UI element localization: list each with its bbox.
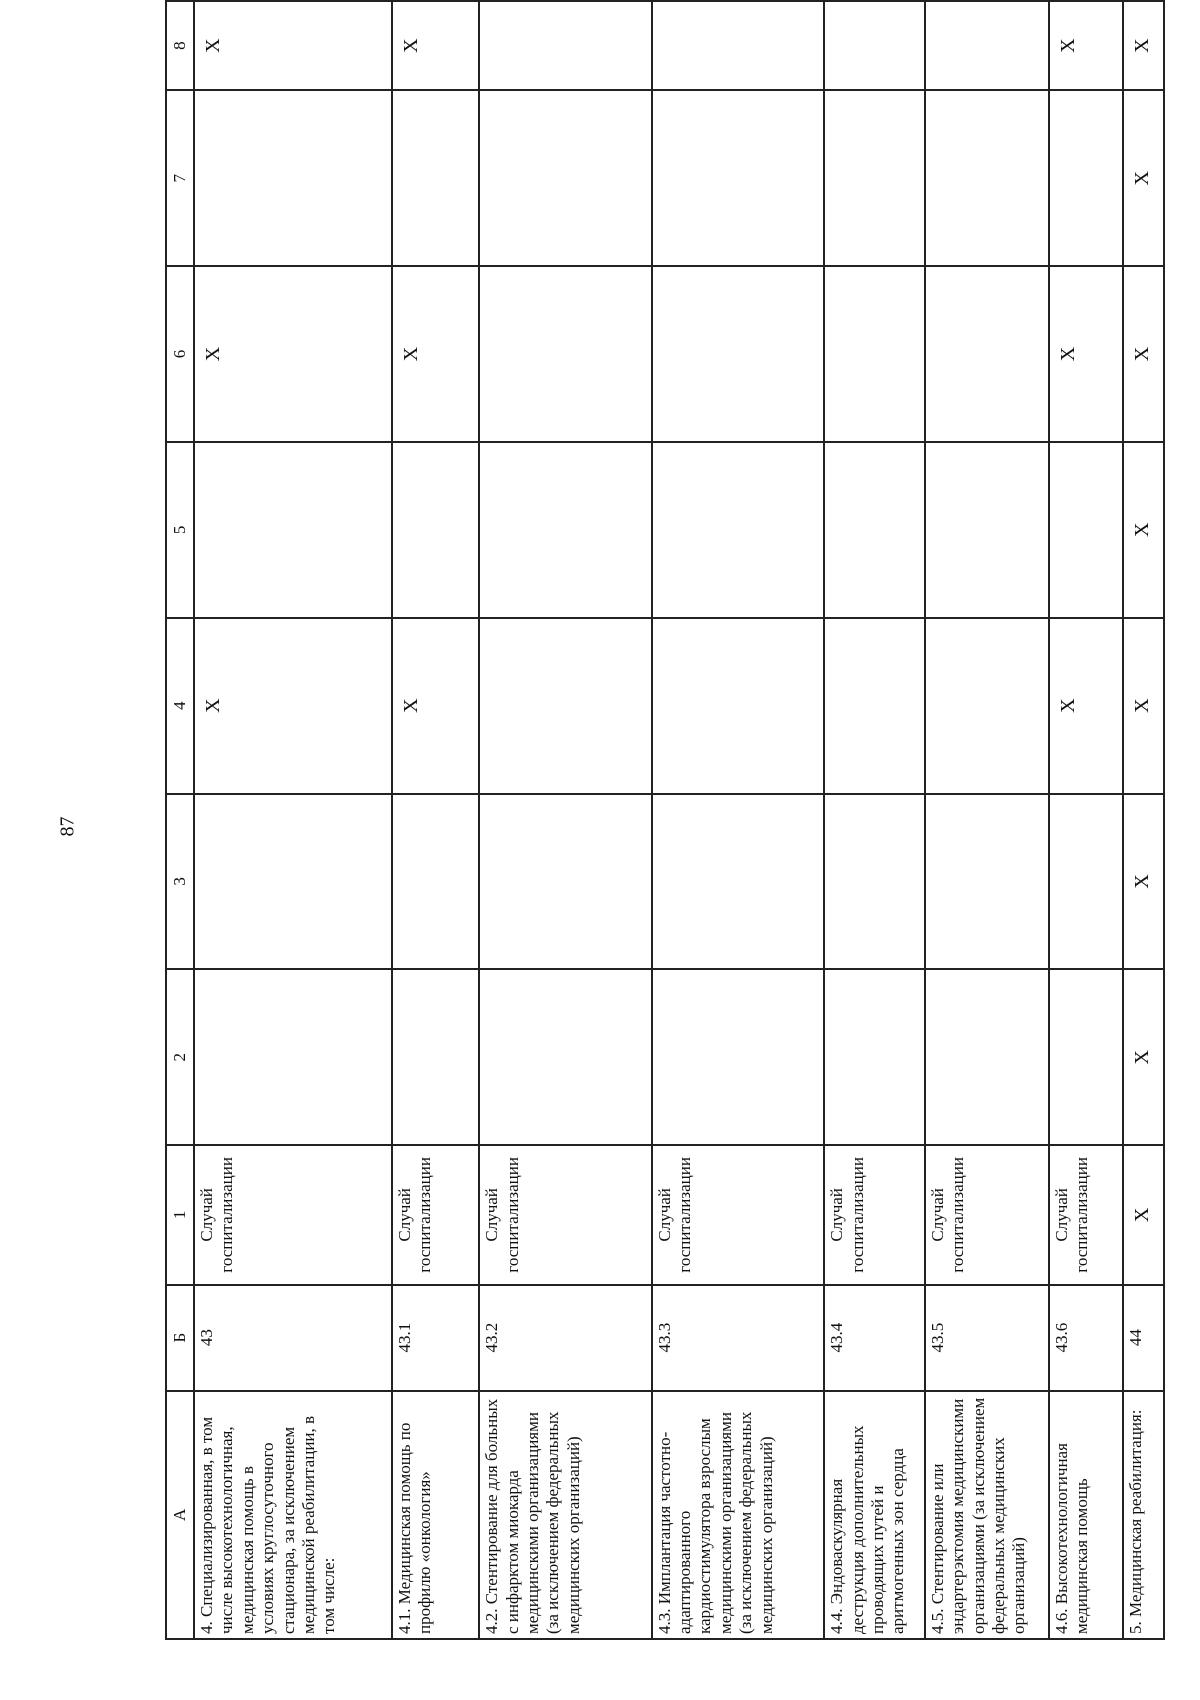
table-cell-b: 43 <box>194 1285 392 1391</box>
table-cell-c2 <box>652 969 824 1145</box>
table-cell-c7 <box>392 90 479 266</box>
table-cell-c3 <box>652 794 824 970</box>
table-cell-c5: X <box>1123 442 1164 618</box>
table-cell-b: 43.6 <box>1049 1285 1123 1391</box>
table-cell-c4 <box>925 618 1049 794</box>
table-cell-c3 <box>1049 794 1123 970</box>
table-row <box>392 1 479 1639</box>
table-cell-c2 <box>392 969 479 1145</box>
table-cell-c6 <box>479 266 651 442</box>
data-table <box>165 0 1165 1640</box>
table-cell-a: 4.1. Медицинская помощь по профилю «онкология» <box>392 1391 479 1639</box>
col-header-5: 5 <box>166 442 194 618</box>
table-row <box>1123 1 1164 1639</box>
table-cell-c4 <box>479 618 651 794</box>
table-cell-c1: Случай госпитализации <box>925 1145 1049 1285</box>
table-cell-c5 <box>652 442 824 618</box>
table-cell-c3 <box>479 794 651 970</box>
table-cell-a: 4. Специализированная, в том числе высокотехнологичная, медицинская помощь в условиях круглосуточного стационара, за исключением медицинской реабилитации, в том числе: <box>194 1391 392 1639</box>
table-row <box>194 1 392 1639</box>
table-cell-a: 4.4. Эндоваскулярная деструкция дополнительных проводящих путей и аритмогенных зон сердца <box>824 1391 925 1639</box>
table-cell-c5 <box>1049 442 1123 618</box>
table-cell-c1: Случай госпитализации <box>194 1145 392 1285</box>
table-cell-c7 <box>824 90 925 266</box>
table-cell-c3 <box>392 794 479 970</box>
table-row <box>479 1 651 1639</box>
col-header-4: 4 <box>166 618 194 794</box>
table-cell-c2 <box>1049 969 1123 1145</box>
table-cell-c2: X <box>1123 969 1164 1145</box>
table-cell-c4: X <box>194 618 392 794</box>
table-cell-c5 <box>194 442 392 618</box>
col-header-8: 8 <box>166 1 194 90</box>
table-cell-c8: X <box>1049 1 1123 90</box>
table-cell-c8: X <box>392 1 479 90</box>
table-cell-c5 <box>925 442 1049 618</box>
table-cell-c1: Случай госпитализации <box>479 1145 651 1285</box>
table-cell-a: 5. Медицинская реабилитация: <box>1123 1391 1164 1639</box>
col-header-b: Б <box>166 1285 194 1391</box>
table-cell-b: 44 <box>1123 1285 1164 1391</box>
table-cell-c1: Случай госпитализации <box>652 1145 824 1285</box>
table-cell-c7 <box>652 90 824 266</box>
table-cell-c1: Случай госпитализации <box>392 1145 479 1285</box>
table-cell-b: 43.5 <box>925 1285 1049 1391</box>
page-number: 87 <box>56 816 79 837</box>
table-cell-b: 43.2 <box>479 1285 651 1391</box>
table-cell-c2 <box>925 969 1049 1145</box>
table-cell-a: 4.5. Стентирование или эндартерэктомия медицинскими организациями (за исключением федеральных медицинских организаций) <box>925 1391 1049 1639</box>
table-cell-c6: X <box>1123 266 1164 442</box>
table-cell-c6 <box>925 266 1049 442</box>
table-cell-c8 <box>824 1 925 90</box>
table-cell-c6: X <box>392 266 479 442</box>
table-cell-c6 <box>824 266 925 442</box>
table-cell-b: 43.1 <box>392 1285 479 1391</box>
table-cell-c6: X <box>194 266 392 442</box>
table-cell-c2 <box>824 969 925 1145</box>
table-cell-b: 43.4 <box>824 1285 925 1391</box>
table-cell-c8: X <box>194 1 392 90</box>
col-header-1: 1 <box>166 1145 194 1285</box>
table-cell-c8 <box>925 1 1049 90</box>
col-header-2: 2 <box>166 969 194 1145</box>
table-row <box>925 1 1049 1639</box>
table-row <box>652 1 824 1639</box>
table-cell-c6: X <box>1049 266 1123 442</box>
table-cell-c4: X <box>392 618 479 794</box>
table-cell-c6 <box>652 266 824 442</box>
table-cell-c7 <box>194 90 392 266</box>
table-cell-c1: Случай госпитализации <box>1049 1145 1123 1285</box>
table-cell-c5 <box>479 442 651 618</box>
table-cell-c3 <box>194 794 392 970</box>
table-cell-c7: X <box>1123 90 1164 266</box>
table-cell-c7 <box>1049 90 1123 266</box>
table-cell-a: 4.3. Имплантация частотно-адаптированного кардиостимулятора взрослым медицинскими организациями (за исключением федеральных медицинских организаций) <box>652 1391 824 1639</box>
table-cell-b: 43.3 <box>652 1285 824 1391</box>
table-row <box>1049 1 1123 1639</box>
table-cell-c2 <box>194 969 392 1145</box>
col-header-7: 7 <box>166 90 194 266</box>
table-cell-c3 <box>824 794 925 970</box>
table-cell-c4 <box>652 618 824 794</box>
table-cell-c8 <box>652 1 824 90</box>
table-cell-c4: X <box>1049 618 1123 794</box>
table-row <box>824 1 925 1639</box>
table-cell-c7 <box>479 90 651 266</box>
table-cell-c8 <box>479 1 651 90</box>
table-cell-c4 <box>824 618 925 794</box>
table-cell-c5 <box>392 442 479 618</box>
table-cell-c3 <box>925 794 1049 970</box>
rotated-table-wrapper <box>165 0 1165 1640</box>
table-cell-c7 <box>925 90 1049 266</box>
col-header-6: 6 <box>166 266 194 442</box>
table-cell-c3: X <box>1123 794 1164 970</box>
table-cell-a: 4.6. Высокотехнологичная медицинская помощь <box>1049 1391 1123 1639</box>
col-header-3: 3 <box>166 794 194 970</box>
table-cell-c1: Случай госпитализации <box>824 1145 925 1285</box>
table-cell-c4: X <box>1123 618 1164 794</box>
header-row <box>166 1 194 1639</box>
table-cell-a: 4.2. Стентирование для больных с инфарктом миокарда медицинскими организациями (за исключением федеральных медицинских организаций) <box>479 1391 651 1639</box>
table-cell-c8: X <box>1123 1 1164 90</box>
table-cell-c2 <box>479 969 651 1145</box>
table-cell-c5 <box>824 442 925 618</box>
table-cell-c1: X <box>1123 1145 1164 1285</box>
col-header-a: А <box>166 1391 194 1639</box>
